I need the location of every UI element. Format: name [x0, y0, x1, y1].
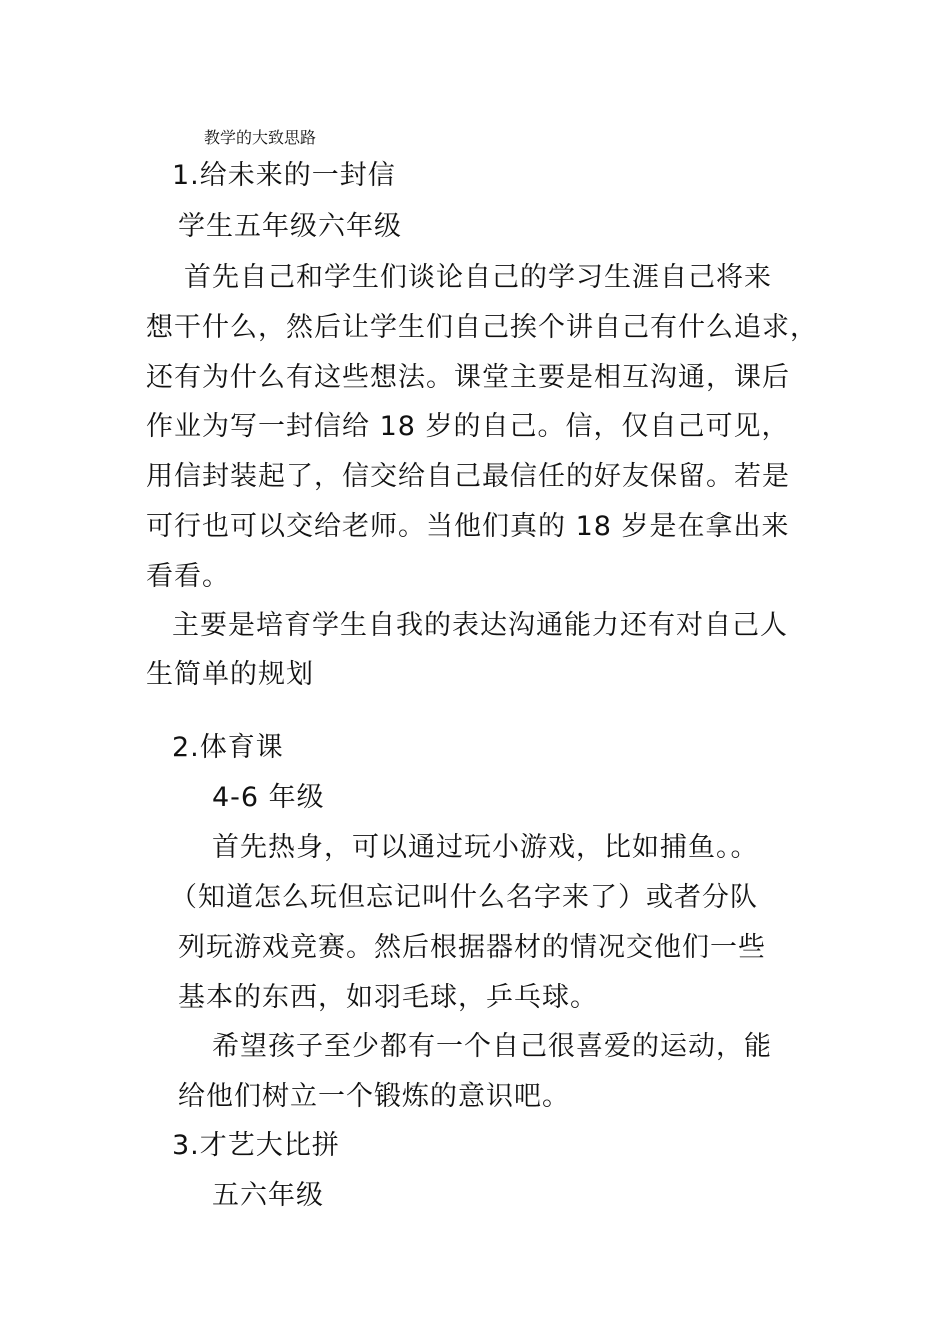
section-1-paragraph-1-line: 首先自己和学生们谈论自己的学习生涯自己将来: [184, 262, 772, 293]
section-2-paragraph-1-line: 首先热身，可以通过玩小游戏，比如捕鱼。。: [212, 832, 759, 863]
section-2-title: 2.体育课: [172, 732, 284, 763]
section-1-grade: 学生五年级六年级: [178, 211, 402, 242]
document-heading: 教学的大致思路: [204, 128, 317, 147]
section-1-paragraph-1-line: 还有为什么有这些想法。课堂主要是相互沟通，课后: [146, 362, 790, 393]
section-1-paragraph-1-line: 想干什么，然后让学生们自己挨个讲自己有什么追求，: [146, 312, 818, 343]
section-1-paragraph-1-line: 用信封装起了，信交给自己最信任的好友保留。若是: [146, 461, 790, 492]
section-1-paragraph-2-line: 生简单的规划: [146, 659, 314, 690]
section-1-paragraph-1-line: 看看。: [146, 561, 230, 592]
section-3-title: 3.才艺大比拼: [172, 1130, 340, 1161]
section-2-paragraph-2-line: 希望孩子至少都有一个自己很喜爱的运动，能: [212, 1031, 772, 1062]
section-2-paragraph-1-line: （知道怎么玩但忘记叫什么名字来了）或者分队: [170, 882, 758, 913]
section-1-title: 1.给未来的一封信: [172, 160, 396, 191]
section-2-paragraph-1-line: 列玩游戏竞赛。然后根据器材的情况交他们一些: [178, 932, 766, 963]
section-2-paragraph-1-line: 基本的东西，如羽毛球，乒乓球。: [178, 982, 598, 1013]
section-2-paragraph-2-line: 给他们树立一个锻炼的意识吧。: [178, 1081, 570, 1112]
section-1-paragraph-1-line: 可行也可以交给老师。当他们真的 18 岁是在拿出来: [146, 511, 790, 542]
section-2-grade: 4-6 年级: [212, 782, 325, 813]
section-1-paragraph-2-line: 主要是培育学生自我的表达沟通能力还有对自己人: [172, 610, 788, 641]
section-3-grade: 五六年级: [212, 1180, 324, 1211]
section-1-paragraph-1-line: 作业为写一封信给 18 岁的自己。信，仅自己可见，: [146, 411, 790, 442]
